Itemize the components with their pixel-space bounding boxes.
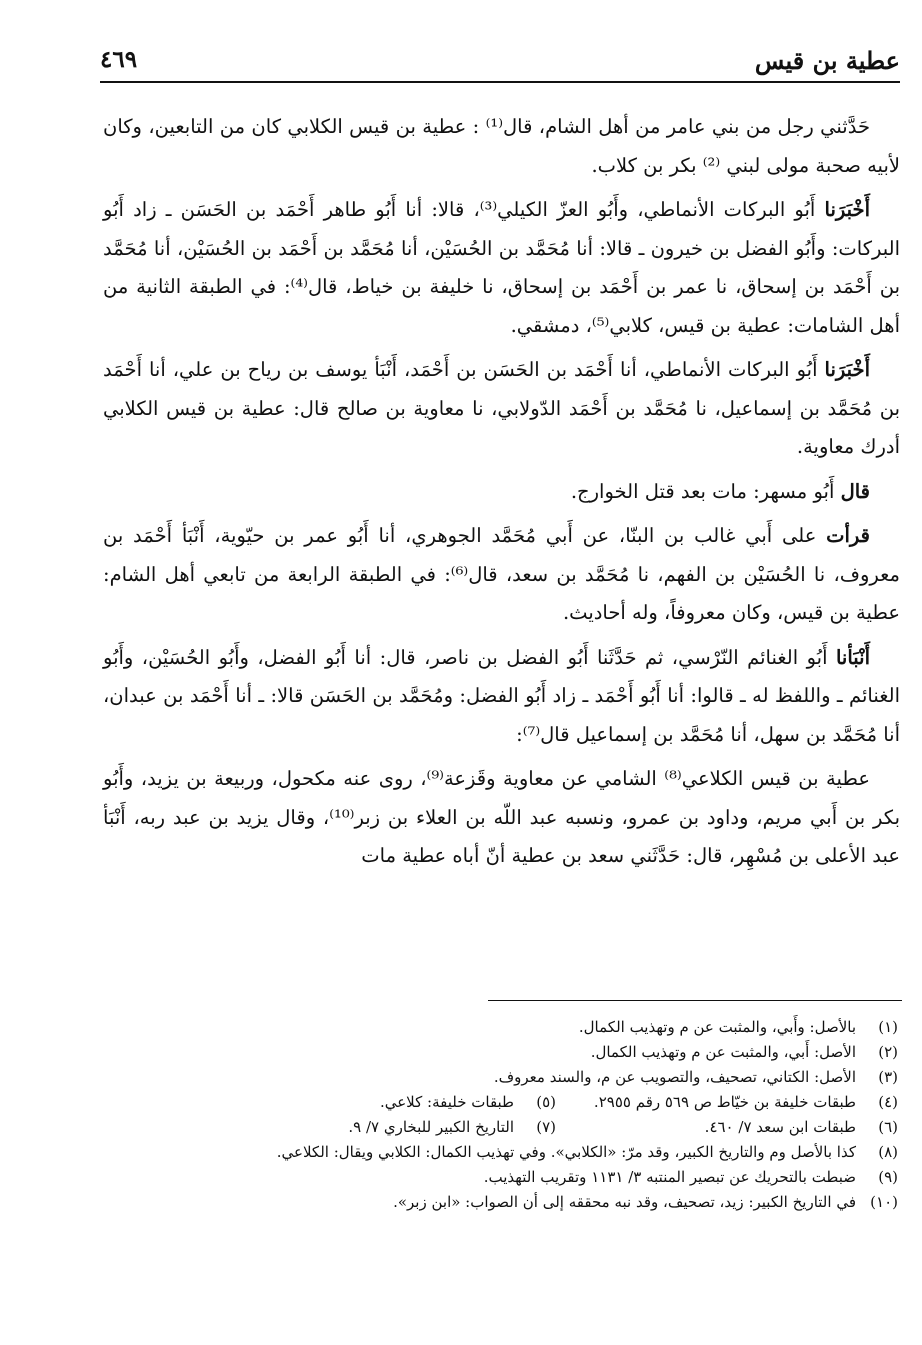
paragraph	[103, 639, 900, 755]
footnote-pair	[105, 1090, 898, 1115]
paragraph	[103, 351, 900, 467]
paragraph	[103, 108, 900, 185]
footnote-separator	[488, 1000, 902, 1001]
paragraph-text: أَبُو مسهر: مات بعد قتل الخوارج.	[570, 479, 841, 503]
paragraph	[103, 517, 900, 633]
footnote-number: (٨)	[878, 1143, 898, 1161]
footnote-number: (٥)	[536, 1093, 556, 1111]
footnote-text: التاريخ الكبير للبخاري ٧/ ٩.	[348, 1118, 514, 1136]
footnote-text: ضبطت بالتحريك عن تبصير المنتبه ٣/ ١١٣١ وتقريب التهذيب.	[483, 1168, 856, 1186]
keyword: قرأت	[826, 524, 870, 547]
footnote	[105, 1190, 898, 1215]
paragraph-text: عطية بن قيس الكلاعي⁽⁸⁾ الشامي عن معاوية وقَزعة⁽⁹⁾، روى عنه مكحول، وربيعة بن يزيد، وأَبُو بكر بن أَبي مريم، وداود بن عمرو، ونسبه عبد اللّه بن العلاء بن زبر⁽¹⁰⁾، وقال يزيد بن عبد ربه، أَنْبَأ عبد الأعلى بن مُسْهِر، قال: حَدَّثَني سعد بن عطية أنّ أباه عطية مات	[103, 767, 901, 867]
footnote-text: طبقات ابن سعد ٧/ ٤٦٠.	[704, 1118, 856, 1136]
footnote-text: طبقات خليفة بن خيّاط ص ٥٦٩ رقم ٢٩٥٥.	[593, 1093, 856, 1111]
footnote	[105, 1165, 898, 1190]
footnote-number: (٤)	[878, 1093, 898, 1111]
paragraph	[103, 191, 900, 345]
footnote-number: (٢)	[878, 1043, 898, 1061]
footnote-number: (٣)	[878, 1068, 898, 1086]
footnote-text: كذا بالأصل وم والتاريخ الكبير، وقد مرّ: «الكلابي». وفي تهذيب الكمال: الكلابي ويقال: الكلاعي.	[276, 1143, 856, 1161]
paragraph-text: أَبُو البركات الأنماطي، أنا أَحْمَد بن الحَسَن بن أَحْمَد، أَنْبَأ يوسف بن رياح بن علي، أنا أَحْمَد بن مُحَمَّد بن إسماعيل، نا مُحَمَّد بن أَحْمَد الدّولابي، نا معاوية بن صالح قال: عطية بن قيس الكلابي أدرك معاوية.	[103, 358, 900, 458]
page-header	[100, 46, 900, 78]
footnotes	[105, 1015, 898, 1215]
footnote	[105, 1140, 898, 1165]
paragraph-text: على أَبي غالب بن البنّا، عن أَبي مُحَمَّد الجوهري، أنا أَبُو عمر بن حيّوية، أَنْبَأ أَحْمَد بن معروف، نا الحُسَيْن بن الفهم، نا مُحَمَّد بن سعد، قال⁽⁶⁾: في الطبقة الرابعة من تابعي أهل الشام: عطية بن قيس، وكان معروفاً، وله أحاديث.	[103, 524, 900, 624]
main-text	[103, 108, 900, 882]
paragraph	[103, 760, 900, 876]
running-title: عطية بن قيس	[754, 46, 900, 75]
keyword: أَخْبَرَنا	[824, 198, 870, 221]
footnote-text: بالأصل: وأَبي، والمثبت عن م وتهذيب الكمال.	[578, 1018, 856, 1036]
footnote-number: (١)	[878, 1018, 898, 1036]
header-rule	[100, 81, 900, 83]
paragraph-text: أَبُو الغنائم النّرْسي، ثم حَدَّثَنا أَبُو الفضل بن ناصر، قال: أنا أَبُو الفضل، وأَبُو الحُسَيْن، وأَبُو الغنائم ـ واللفظ له ـ قالوا: أنا أَبُو أَحْمَد ـ زاد أَبُو الفضل: ومُحَمَّد بن الحَسَن قالا: ـ أنا أَحْمَد بن عبدان، أنا مُحَمَّد بن سهل، أنا مُحَمَّد بن إسماعيل قال⁽⁷⁾:	[103, 645, 900, 746]
footnote-text: الأصل: الكتاني، تصحيف، والتصويب عن م، والسند معروف.	[493, 1068, 856, 1086]
footnote	[105, 1040, 898, 1065]
footnote-number: (٧)	[536, 1118, 556, 1136]
keyword: أَخْبَرَنا	[824, 358, 870, 381]
footnote	[105, 1015, 898, 1040]
paragraph-text: حَدَّثني رجل من بني عامر من أهل الشام، قال⁽¹⁾ : عطية بن قيس الكلابي كان من التابعين، وكان لأبيه صحبة مولى لبني ⁽²⁾ بكر بن كلاب.	[103, 115, 900, 177]
footnote-text: طبقات خليفة: كلاعي.	[379, 1093, 514, 1111]
page-number: ٤٦٩	[100, 46, 138, 73]
footnote-number: (١٠)	[870, 1193, 898, 1211]
footnote-number: (٦)	[878, 1118, 898, 1136]
paragraph-text: أَبُو البركات الأنماطي، وأَبُو العزّ الكيلي⁽³⁾، قالا: أنا أَبُو طاهر أَحْمَد بن الحَسَن ـ زاد أَبُو البركات: وأَبُو الفضل بن خيرون ـ قالا: أنا مُحَمَّد بن الحُسَيْن، أنا مُحَمَّد بن أَحْمَد بن الحُسَيْن، أنا مُحَمَّد بن أَحْمَد بن إسحاق، نا عمر بن أَحْمَد بن إسحاق، نا خليفة بن خياط، قال⁽⁴⁾: في الطبقة الثانية من أهل الشامات: عطية بن قيس، كلابي⁽⁵⁾، دمشقي.	[103, 198, 900, 337]
keyword: أَنْبَأنا	[835, 645, 870, 669]
keyword: قال	[840, 479, 870, 503]
footnote-number: (٩)	[878, 1168, 898, 1186]
footnote	[105, 1065, 898, 1090]
footnote-text: الأصل: أَبي، والمثبت عن م وتهذيب الكمال.	[590, 1043, 856, 1061]
footnote-text: في التاريخ الكبير: زيد، تصحيف، وقد نبه محققه إلى أن الصواب: «ابن زبر».	[393, 1193, 856, 1211]
footnote-pair	[105, 1115, 898, 1140]
paragraph	[103, 473, 900, 512]
